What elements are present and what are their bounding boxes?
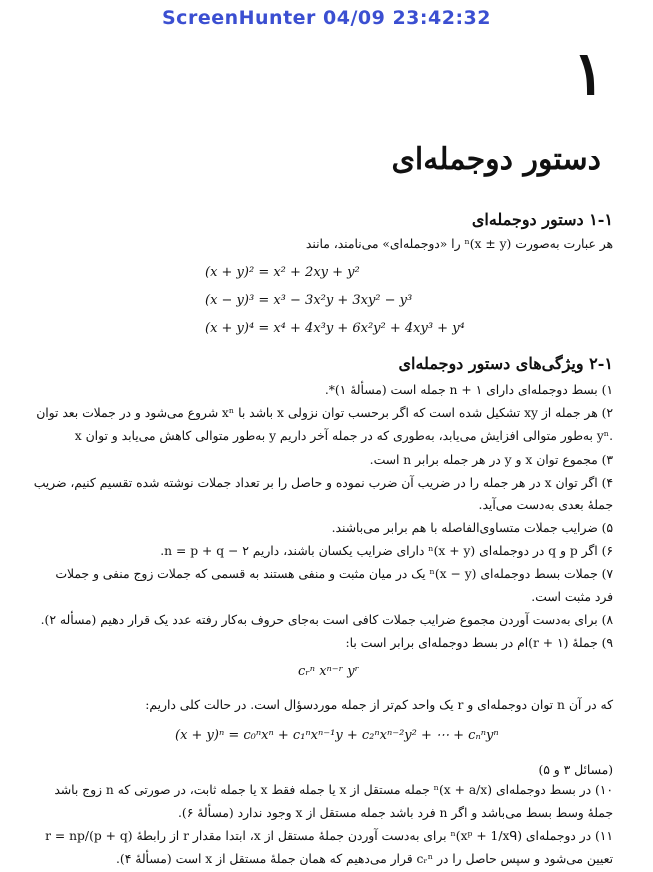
chapter-title: دستور دوجمله‌ای	[391, 142, 601, 177]
property-line: ۹) جملهٔ (۱ + r)ام در بسط دوجمله‌ای برابر است با:	[345, 636, 613, 650]
equation-1: (x + y)² = x² + 2xy + y²	[205, 265, 360, 280]
property-line: ۸) برای به‌دست آوردن مجموع ضرایب جملات کافی است به‌جای حروف به‌کار رفته عدد یک قرار دهیم (مسأله ۲).	[40, 613, 613, 627]
property-line: ۱۱) در دوجمله‌ای ⁿ(xᵖ + 1/xᑫ) برای به‌دست آوردن جملهٔ مستقل از x، ابتدا مقدار r از رابطهٔ r = np/(p + q)	[45, 829, 613, 843]
property-line: ۴) اگر توان x در هر جمله را در ضریب آن ضرب نموده و حاصل را بر تعداد جملات نوشته شده تقسیم کنیم، ضریب	[33, 476, 613, 490]
property-line: جملهٔ وسط بسط می‌باشد و اگر n فرد باشد جمله مستقل از x وجود ندارد (مسألهٔ ۶).	[178, 806, 613, 820]
property-line: ۳) مجموع توان x و y در هر جمله برابر n است.	[369, 453, 613, 467]
section-1-heading: ۱-۱ دستور دوجمله‌ای	[471, 210, 613, 229]
property-line: فرد مثبت است.	[531, 590, 613, 604]
property-line: ۷) جملات بسط دوجمله‌ای ⁿ(x − y) یک در میان مثبت و منفی هستند به قسمی که جملات زوج منفی و جملات	[55, 567, 613, 581]
property-line: x به‌طور متوالی کاهش می‌یابد و توان y به‌طور متوالی افزایش می‌یابد، به‌طوری که در جمله آخر داریم yⁿ.	[74, 429, 613, 443]
screenhunter-watermark: ScreenHunter 04/09 23:42:32	[162, 7, 491, 29]
chapter-number: ۱	[572, 39, 605, 109]
after-term-text: که در آن n توان دوجمله‌ای و r یک واحد کم‌تر از جمله موردسؤال است. در حالت کلی داریم:	[145, 698, 613, 712]
equation-2: (x − y)³ = x³ − 3x²y + 3xy² − y³	[205, 293, 413, 308]
property-line: ۶) اگر p و q در دوجمله‌ای ⁿ(x + y) دارای ضرایب یکسان باشند، داریم ۲ − n = p + q.	[160, 544, 613, 558]
property-line: ۵) ضرایب جملات متساوی‌الفاصله با هم برابر می‌باشند.	[331, 521, 613, 535]
equation-3: (x + y)⁴ = x⁴ + 4x³y + 6x²y² + 4xy³ + y⁴	[205, 321, 465, 336]
problems-reference: (مسائل ۳ و ۵)	[538, 763, 613, 777]
term-formula: cᵣⁿ xⁿ⁻ʳ yʳ	[298, 664, 360, 679]
section-2-heading: ۲-۱ ویژگی‌های دستور دوجمله‌ای	[398, 354, 613, 373]
section-1-intro: هر عبارت به‌صورت ⁿ(x ± y) را «دوجمله‌ای» می‌نامند، مانند	[305, 237, 613, 251]
property-line: جملهٔ بعدی به‌دست می‌آید.	[478, 498, 613, 512]
property-line: ۱) بسط دوجمله‌ای دارای ۱ + n جمله است (مسألهٔ ۱)*.	[324, 383, 613, 397]
property-line: ۲) هر جمله از xy تشکیل شده است که اگر برحسب توان نزولی x باشد با xⁿ شروع می‌شود و در جملات بعد توان	[36, 406, 613, 420]
property-line: ۱۰) در بسط دوجمله‌ای ⁿ(x + a/x) جمله مستقل از x یا جمله فقط x یا جمله ثابت، در صورتی که n زوج باشد	[54, 783, 613, 797]
property-line: تعیین می‌شود و سپس حاصل را در cᵣⁿ قرار می‌دهیم که همان جملهٔ مستقل از x است (مسألهٔ ۴).	[115, 852, 613, 866]
general-formula: (x + y)ⁿ = c₀ⁿxⁿ + c₁ⁿxⁿ⁻¹y + c₂ⁿxⁿ⁻²y² + ⋯ + cₙⁿyⁿ	[175, 728, 499, 743]
